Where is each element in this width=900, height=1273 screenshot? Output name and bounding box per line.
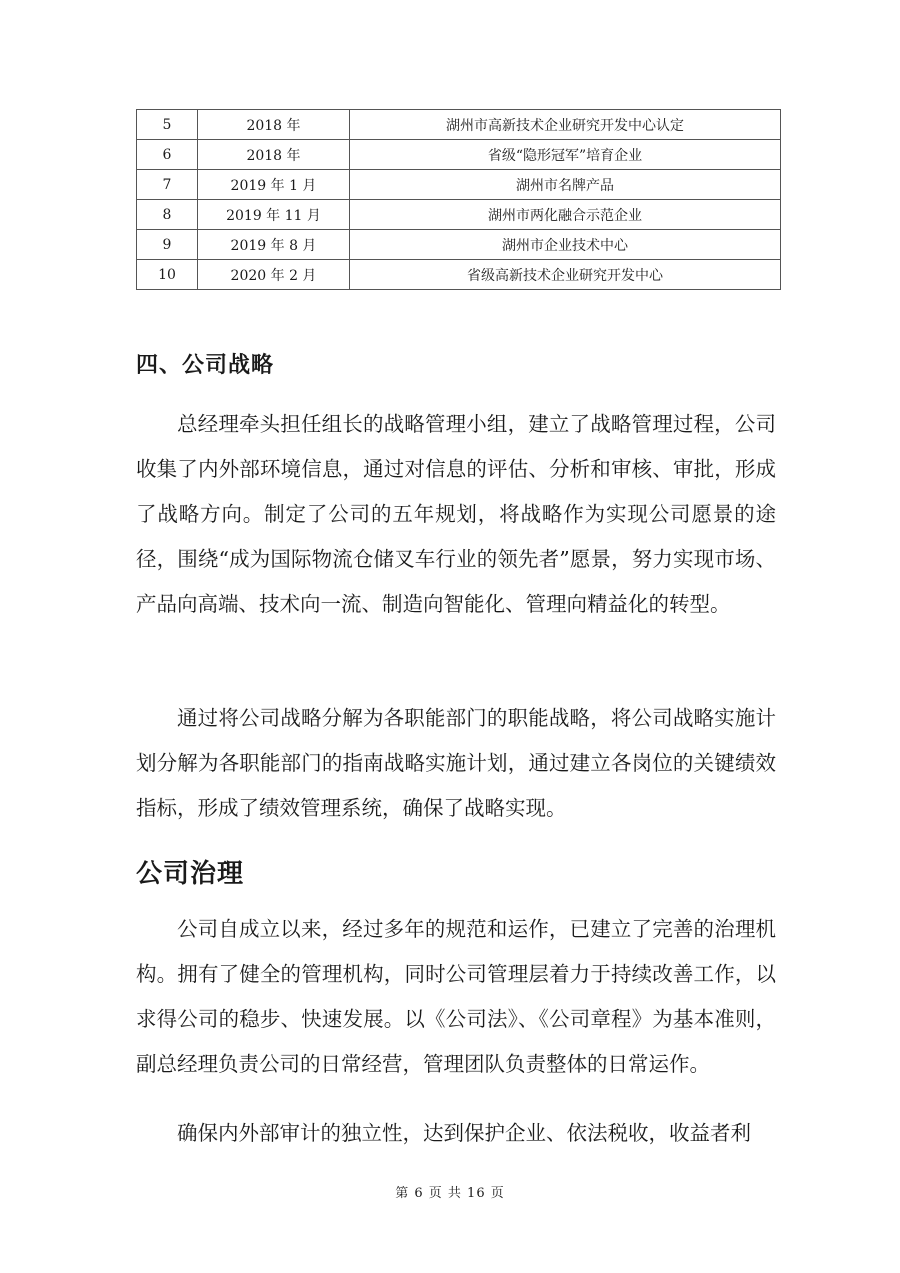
row-title: 省级高新技术企业研究开发中心 xyxy=(350,260,781,290)
row-number: 7 xyxy=(137,170,198,200)
row-date: 2019 年 11 月 xyxy=(198,200,350,230)
table-row xyxy=(137,200,781,230)
table-row xyxy=(137,260,781,290)
table-row xyxy=(137,140,781,170)
row-number: 6 xyxy=(137,140,198,170)
row-number: 5 xyxy=(137,110,198,140)
row-title: 湖州市企业技术中心 xyxy=(350,230,781,260)
table-row xyxy=(137,110,781,140)
row-number: 9 xyxy=(137,230,198,260)
governance-heading: 公司治理 xyxy=(136,859,245,889)
row-date: 2019 年 1 月 xyxy=(198,170,350,200)
row-date: 2019 年 8 月 xyxy=(198,230,350,260)
governance-paragraph: 确保内外部审计的独立性，达到保护企业、依法税收，收益者利 xyxy=(177,1121,751,1145)
table-row xyxy=(137,230,781,260)
honors-table xyxy=(136,109,781,290)
table-row xyxy=(137,170,781,200)
strategy-heading: 四、公司战略 xyxy=(136,353,275,378)
row-title: 湖州市高新技术企业研究开发中心认定 xyxy=(350,110,781,140)
row-title: 湖州市名牌产品 xyxy=(350,170,781,200)
row-date: 2018 年 xyxy=(198,140,350,170)
row-number: 8 xyxy=(137,200,198,230)
page-footer: 第 6 页 共 16 页 xyxy=(395,1186,505,1201)
row-title: 湖州市两化融合示范企业 xyxy=(350,200,781,230)
row-title: 省级“隐形冠军”培育企业 xyxy=(350,140,781,170)
strategy-paragraph: 通过将公司战略分解为各职能部门的职能战略，将公司战略实施计划分解为各职能部门的指南战略实施计划，通过建立各岗位的关键绩效指标，形成了绩效管理系统，确保了战略实现。 xyxy=(136,706,776,820)
row-date: 2018 年 xyxy=(198,110,350,140)
row-date: 2020 年 2 月 xyxy=(198,260,350,290)
strategy-paragraph: 总经理牵头担任组长的战略管理小组，建立了战略管理过程，公司收集了内外部环境信息，通过对信息的评估、分析和审核、审批，形成了战略方向。制定了公司的五年规划，将战略作为实现公司愿景的途径，围绕“成为国际物流仓储叉车行业的领先者”愿景，努力实现市场、产品向高端、技术向一流、制造向智能化、管理向精益化的转型。 xyxy=(136,412,776,616)
row-number: 10 xyxy=(137,260,198,290)
governance-paragraph: 公司自成立以来，经过多年的规范和运作，已建立了完善的治理机构。拥有了健全的管理机构，同时公司管理层着力于持续改善工作，以求得公司的稳步、快速发展。以《公司法》、《公司章程》为基本准则，副总经理负责公司的日常经营，管理团队负责整体的日常运作。 xyxy=(136,917,776,1076)
